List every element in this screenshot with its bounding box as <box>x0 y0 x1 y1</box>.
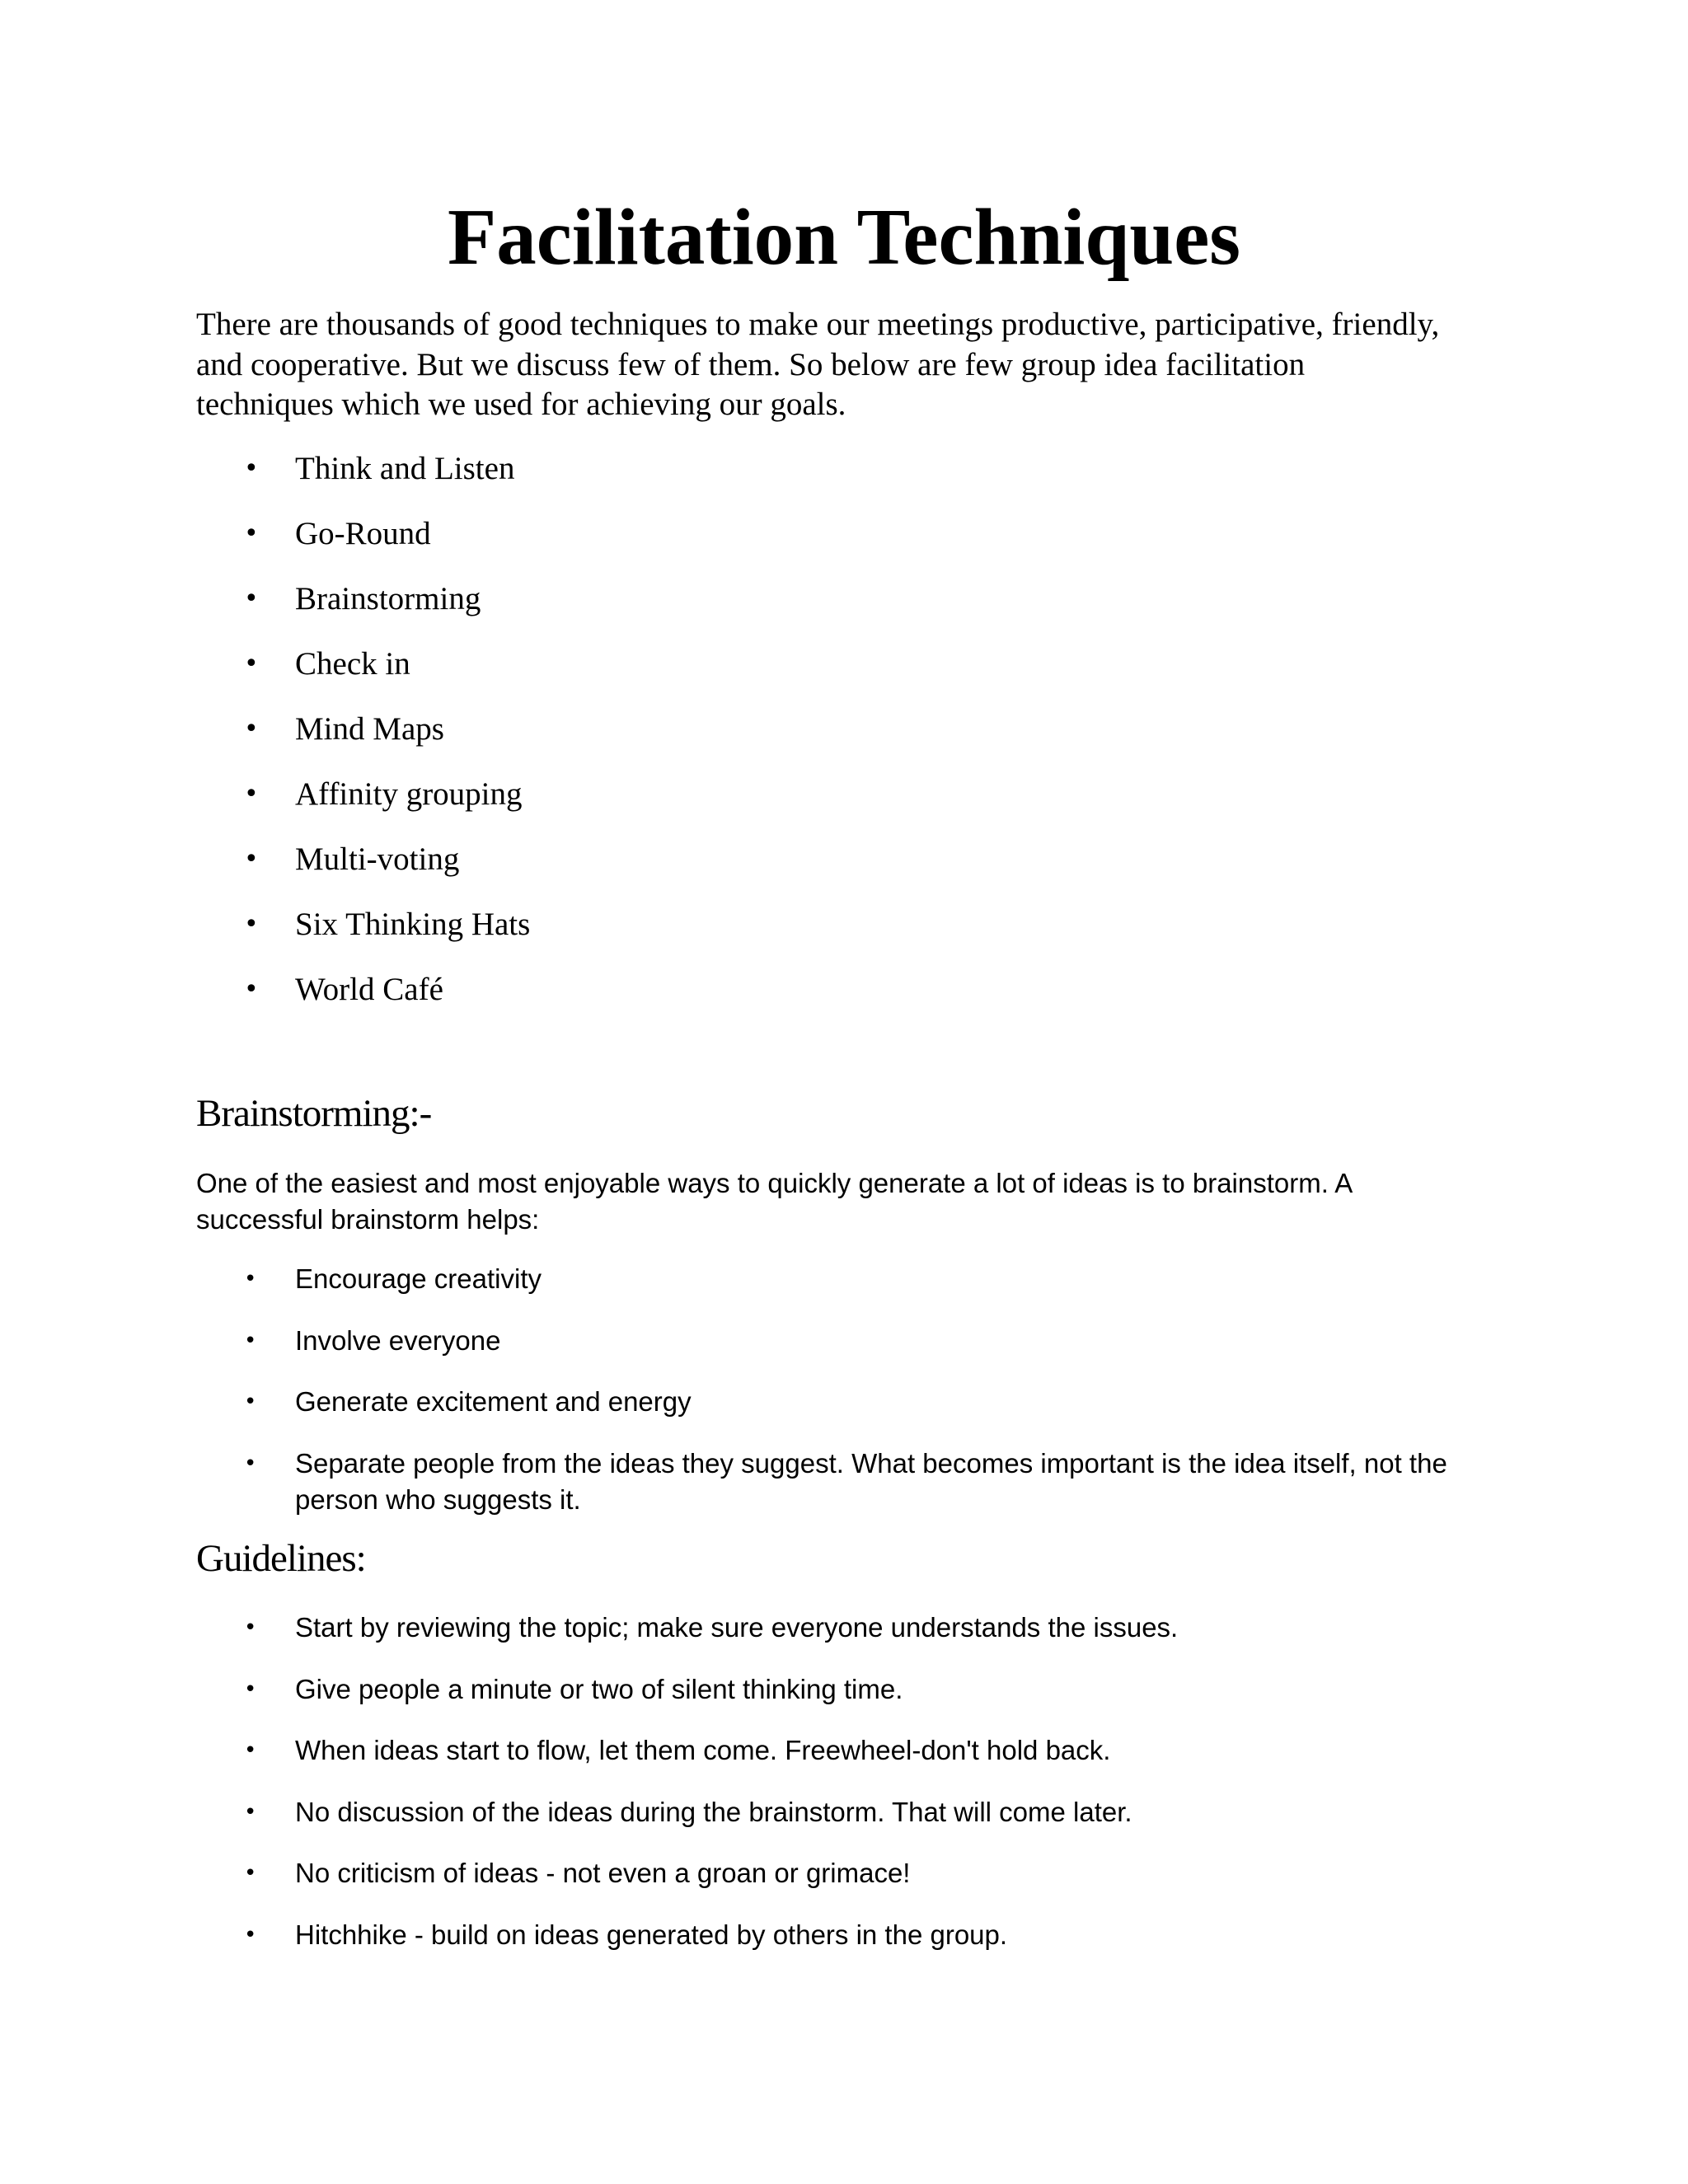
list-item <box>196 1855 1178 1891</box>
list-item-label: No discussion of the ideas during the brainstorm. That will come later. <box>295 1796 1132 1827</box>
bullet-icon: • <box>244 454 259 483</box>
bullet-icon: • <box>244 649 259 678</box>
list-item <box>196 1794 1178 1830</box>
list-item <box>196 1610 1178 1646</box>
bullet-icon: • <box>244 1799 257 1825</box>
list-item-label: Check in <box>295 646 410 682</box>
bullet-icon: • <box>244 1451 257 1476</box>
list-item <box>196 1671 1178 1708</box>
list-item-label: person who suggests it. <box>295 1483 581 1515</box>
intro-line: There are thousands of good techniques to make our meetings productive, participative, friendly, <box>196 307 1440 342</box>
bullet-icon: • <box>244 1922 257 1947</box>
list-item-label: Multi-voting <box>295 841 460 877</box>
list-item-label: Affinity grouping <box>295 776 523 812</box>
list-item <box>196 1917 1178 1953</box>
list-item <box>196 514 530 579</box>
brainstorm-helps-list <box>196 1261 1447 1543</box>
list-item <box>196 449 530 514</box>
list-item-label: No criticism of ideas - not even a groan or grimace! <box>295 1858 911 1888</box>
guidelines-list <box>196 1610 1178 1978</box>
bullet-icon: • <box>244 1390 257 1414</box>
bullet-icon: • <box>244 584 259 613</box>
bullet-icon: • <box>244 780 259 808</box>
intro-line: and cooperative. But we discuss few of them. So below are few group idea facilitation <box>196 346 1306 382</box>
list-item <box>196 775 530 840</box>
list-item-label: World Café <box>295 972 443 1007</box>
page-title: Facilitation Techniques <box>447 193 1241 281</box>
list-item-label: Separate people from the ideas they suggest. What becomes important is the idea itself, not the <box>295 1447 1447 1479</box>
brainstorming-intro-line: successful brainstorm helps: <box>196 1204 540 1235</box>
list-item <box>196 1323 1447 1359</box>
list-item <box>196 840 530 905</box>
list-item-label: Go-Round <box>295 516 431 551</box>
guidelines-heading: Guidelines: <box>196 1537 366 1580</box>
list-item <box>196 1261 1447 1297</box>
list-item-label: Six Thinking Hats <box>295 907 531 942</box>
bullet-icon: • <box>244 845 259 874</box>
list-item-label: Generate excitement and energy <box>295 1386 692 1417</box>
bullet-icon: • <box>244 519 259 548</box>
list-item <box>196 1732 1178 1769</box>
bullet-icon: • <box>244 715 259 743</box>
list-item-label: Think and Listen <box>295 451 515 486</box>
list-item-label: Involve everyone <box>295 1324 501 1356</box>
brainstorming-intro <box>196 1165 1515 1238</box>
list-item-label: Encourage creativity <box>295 1263 542 1294</box>
bullet-icon: • <box>244 975 259 1004</box>
bullet-icon: • <box>244 1328 257 1353</box>
bullet-icon: • <box>244 1267 257 1291</box>
list-item <box>196 1446 1447 1518</box>
list-item-label: Hitchhike - build on ideas generated by others in the group. <box>295 1919 1008 1950</box>
bullet-icon: • <box>244 1861 257 1886</box>
list-item-label: When ideas start to flow, let them come. Freewheel-don't hold back. <box>295 1735 1111 1765</box>
bullet-icon: • <box>244 1615 257 1640</box>
list-item <box>196 970 530 1035</box>
list-item-label: Give people a minute or two of silent thinking time. <box>295 1673 903 1704</box>
brainstorming-heading: Brainstorming:- <box>196 1092 432 1135</box>
list-item-label: Brainstorming <box>295 581 481 616</box>
intro-line: techniques which we used for achieving our goals. <box>196 387 846 422</box>
bullet-icon: • <box>244 1676 257 1702</box>
brainstorming-intro-line: One of the easiest and most enjoyable ways to quickly generate a lot of ideas is to brainstorm. A <box>196 1168 1353 1198</box>
list-item <box>196 1384 1447 1420</box>
techniques-list <box>196 449 530 1035</box>
bullet-icon: • <box>244 910 259 939</box>
intro-paragraph <box>196 305 1482 425</box>
list-item <box>196 644 530 710</box>
list-item <box>196 710 530 775</box>
list-item <box>196 579 530 644</box>
bullet-icon: • <box>244 1738 257 1763</box>
list-item <box>196 905 530 970</box>
list-item-label: Start by reviewing the topic; make sure everyone understands the issues. <box>295 1612 1179 1643</box>
list-item-label: Mind Maps <box>295 711 444 747</box>
